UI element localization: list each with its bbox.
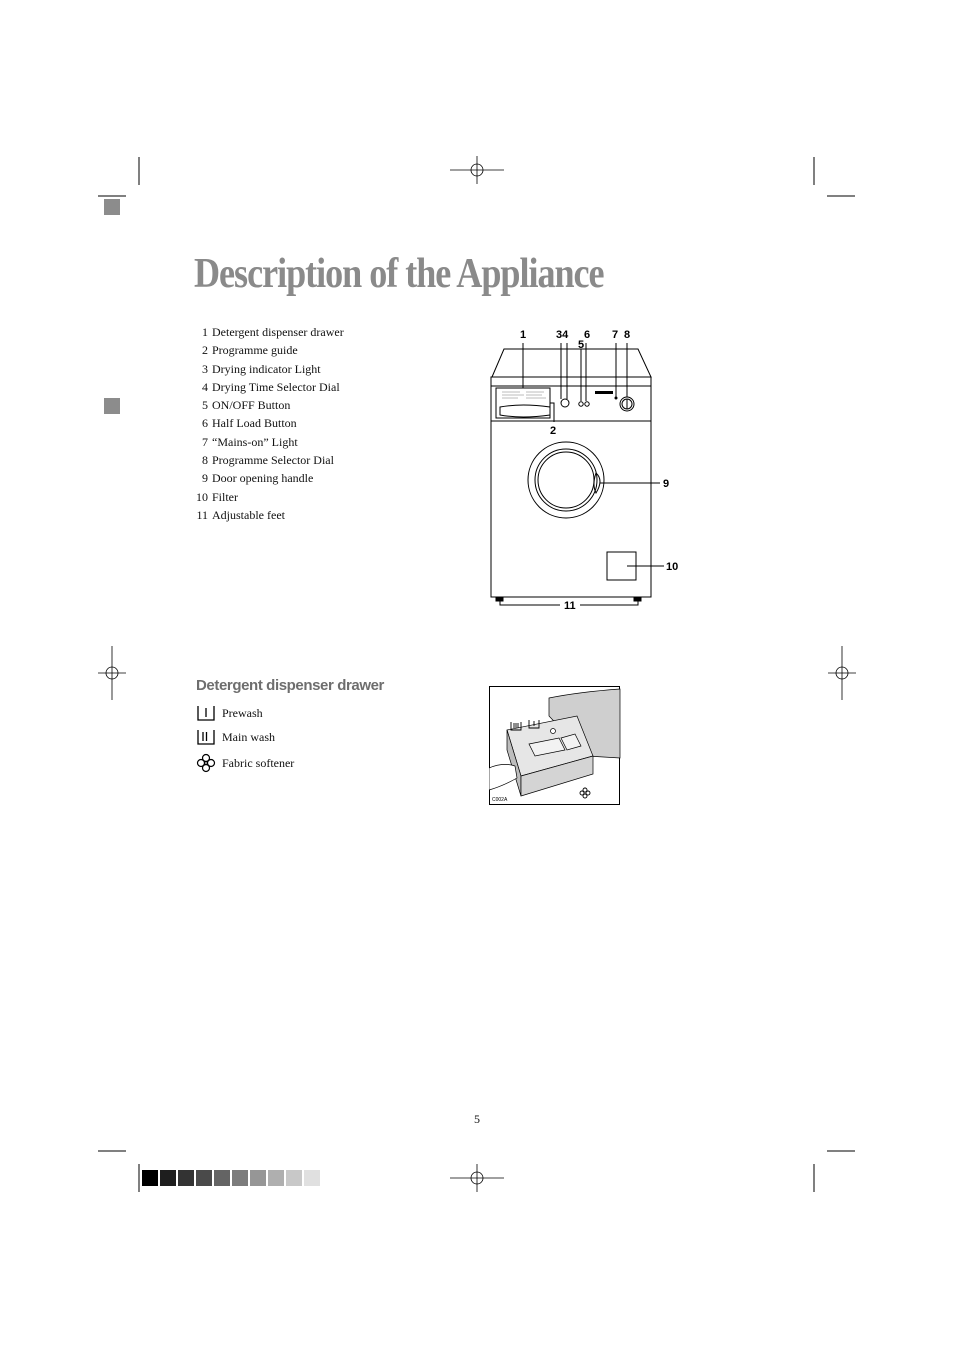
registration-target-left (98, 646, 126, 700)
part-item (190, 433, 344, 451)
registration-target-right (828, 646, 856, 700)
machine-body (491, 377, 651, 597)
part-number: 8 (202, 453, 208, 468)
part-label: Adjustable feet (212, 507, 285, 522)
part-item (190, 414, 344, 432)
legend-prewash (196, 705, 263, 721)
callout-6: 6 (584, 329, 591, 341)
legend-fabric-softener (196, 753, 294, 773)
part-item (190, 378, 344, 396)
part-label: Door opening handle (212, 471, 314, 486)
appliance-diagram (480, 325, 690, 620)
callout-10: 10 (666, 561, 679, 573)
parts-list (190, 323, 344, 524)
adjustable-foot (496, 597, 503, 601)
part-label: Detergent dispenser drawer (212, 325, 344, 339)
legend-label: Main wash (222, 729, 275, 744)
calibration-swatch (142, 1170, 158, 1186)
registration-target-top (450, 156, 504, 184)
part-item (190, 451, 344, 469)
grey-marker-square (104, 398, 120, 414)
calibration-swatch (160, 1170, 176, 1186)
figure-code: C002A (492, 797, 508, 803)
grey-marker-square (104, 199, 120, 215)
part-number: 11 (196, 507, 208, 522)
part-number: 2 (202, 343, 208, 358)
door-inner (535, 449, 597, 511)
registration-target-bottom (450, 1164, 504, 1192)
callout-9: 9 (663, 478, 670, 490)
part-label: Programme Selector Dial (212, 453, 334, 468)
calibration-swatch (196, 1170, 212, 1186)
main-wash-icon (196, 729, 216, 745)
callout-1: 1 (520, 329, 527, 341)
half-load-button (585, 402, 589, 406)
fabric-softener-icon (196, 753, 216, 773)
part-label: Filter (212, 489, 238, 504)
color-calibration-bar (142, 1170, 322, 1186)
adjustable-foot (634, 597, 641, 601)
calibration-swatch (268, 1170, 284, 1186)
callout-8: 8 (624, 329, 631, 341)
calibration-swatch (214, 1170, 230, 1186)
part-number: 7 (202, 434, 208, 449)
detergent-drawer (496, 388, 550, 418)
part-item (190, 341, 344, 359)
section-title: Detergent dispenser drawer (196, 677, 384, 694)
part-number: 10 (196, 489, 208, 504)
callout-5: 5 (578, 339, 585, 351)
part-number: 3 (202, 361, 208, 376)
part-item (190, 469, 344, 487)
drying-time-dial (561, 399, 569, 407)
part-number: 1 (202, 325, 208, 339)
part-number: 6 (202, 416, 208, 431)
callout-11: 11 (564, 600, 576, 612)
callout-2: 2 (550, 425, 557, 437)
part-label: Half Load Button (212, 416, 297, 431)
part-item (190, 506, 344, 524)
on-off-button (579, 402, 583, 406)
legend-label: Fabric softener (222, 755, 295, 770)
callout-3-4: 34 (556, 329, 569, 341)
legend-label: Prewash (222, 705, 263, 720)
part-item (190, 396, 344, 414)
part-number: 9 (202, 471, 208, 486)
calibration-swatch (304, 1170, 320, 1186)
part-number: 4 (202, 379, 208, 394)
part-item (190, 360, 344, 378)
part-label: ON/OFF Button (212, 398, 291, 413)
calibration-swatch (178, 1170, 194, 1186)
door-outer (528, 442, 604, 518)
callout-7: 7 (612, 329, 619, 341)
part-number: 5 (202, 398, 208, 413)
part-item (190, 488, 344, 506)
dispenser-drawer-illustration (489, 686, 621, 806)
part-label: Programme guide (212, 343, 298, 358)
legend-main-wash (196, 729, 275, 745)
part-item (190, 323, 344, 341)
calibration-swatch (286, 1170, 302, 1186)
part-label: “Mains-on” Light (212, 434, 298, 449)
part-label: Drying Time Selector Dial (212, 379, 340, 394)
page-title: Description of the Appliance (194, 251, 604, 297)
part-label: Drying indicator Light (212, 361, 321, 376)
calibration-swatch (250, 1170, 266, 1186)
prewash-icon (196, 705, 216, 721)
calibration-swatch (232, 1170, 248, 1186)
mains-on-light (615, 397, 617, 399)
page-number: 5 (474, 1112, 480, 1126)
